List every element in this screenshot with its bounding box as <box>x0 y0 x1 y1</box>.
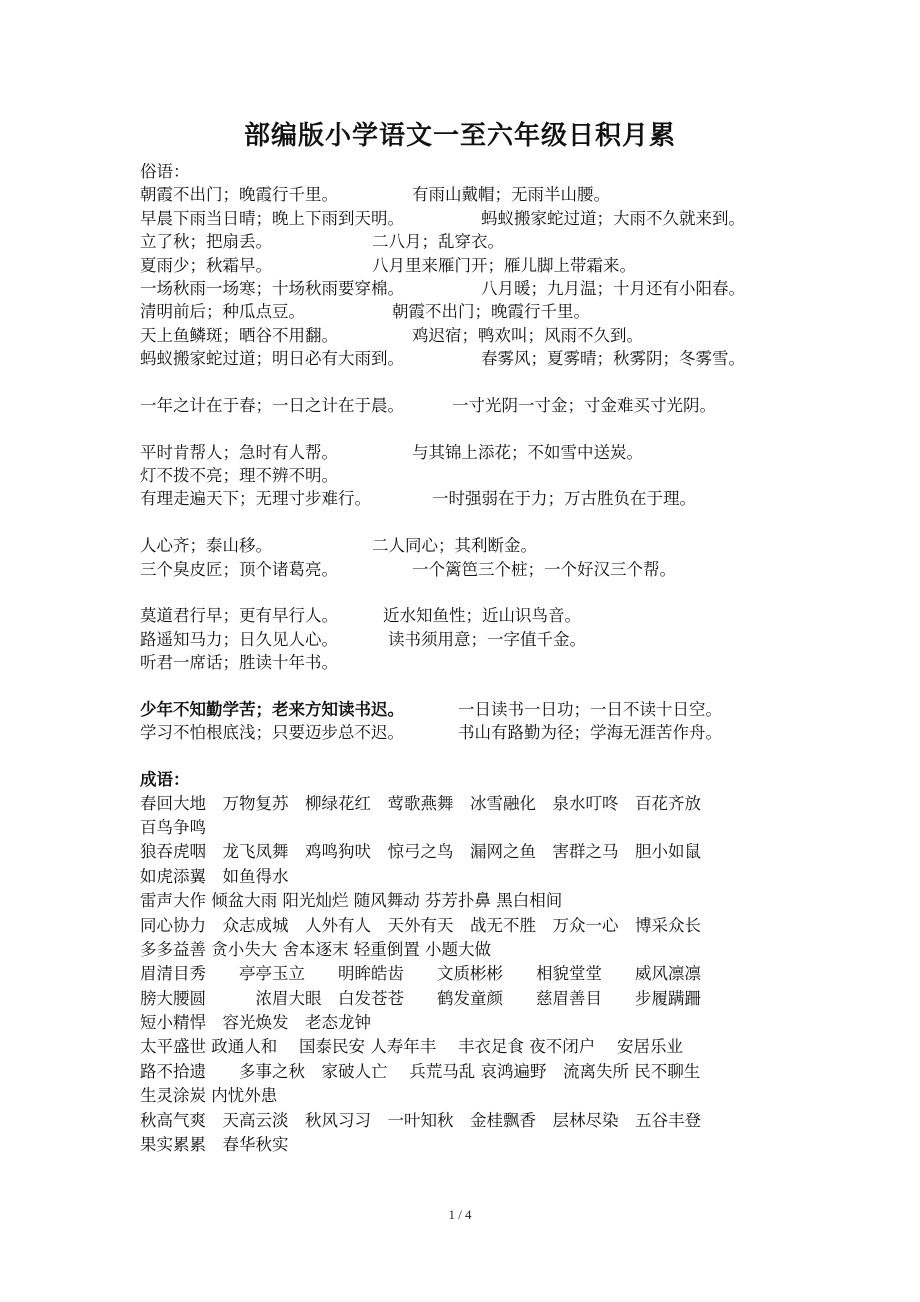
idiom-line: 多多益善 贪小失大 舍本逐末 轻重倒置 小题大做 <box>140 939 491 959</box>
idiom-line: 短小精悍 容光焕发 老态龙钟 <box>140 1013 371 1033</box>
proverb-right: 二人同心；其利断金。 <box>372 536 537 556</box>
proverb-right: 八月暖；九月温；十月还有小阳春。 <box>481 278 745 298</box>
proverb-line <box>140 254 800 277</box>
blank-line <box>140 417 800 440</box>
proverb-line <box>140 604 800 627</box>
proverb-left: 听君一席话；胜读十年书。 <box>140 653 338 673</box>
proverb-line <box>140 183 800 206</box>
proverb-right: 二八月；乱穿衣。 <box>372 232 504 252</box>
proverb-right: 近水知鱼性；近山识鸟音。 <box>383 606 581 626</box>
idiom-line: 眉清目秀 亭亭玉立 明眸皓齿 文质彬彬 相貌堂堂 威风凛凛 <box>140 964 701 984</box>
document-title: 部编版小学语文一至六年级日积月累 <box>243 121 676 151</box>
proverb-right: 读书须用意；一字值千金。 <box>388 629 586 649</box>
document-body <box>140 160 800 1157</box>
idiom-line: 膀大腰圆 浓眉大眼 白发苍苍 鹤发童颜 慈眉善目 步履蹒跚 <box>140 988 701 1008</box>
proverb-line <box>140 207 800 230</box>
proverb-right: 蚂蚁搬家蛇过道；大雨不久就来到。 <box>481 208 745 228</box>
proverb-left: 一场秋雨一场寒；十场秋雨要穿棉。 <box>140 278 404 298</box>
proverb-right: 八月里来雁门开；雁儿脚上带霜来。 <box>372 255 636 275</box>
blank-line <box>140 675 800 698</box>
section-heading-proverbs: 俗语： <box>140 162 190 181</box>
proverb-right: 一个篱笆三个桩；一个好汉三个帮。 <box>412 559 676 579</box>
proverb-right: 书山有路勤为径；学海无涯苦作舟。 <box>458 723 722 743</box>
proverb-line <box>140 534 800 557</box>
proverb-line <box>140 721 800 744</box>
proverb-line <box>140 300 800 323</box>
proverb-right: 一日读书一日功；一日不读十日空。 <box>458 699 722 719</box>
idiom-line: 太平盛世 政通人和 国泰民安 人寿年丰 丰衣足食 夜不闭户 安居乐业 <box>140 1037 683 1057</box>
proverb-right: 有雨山戴帽；无雨半山腰。 <box>412 185 610 205</box>
proverb-line <box>140 558 800 581</box>
proverb-right: 春雾风；夏雾晴；秋雾阴；冬雾雪。 <box>481 349 745 369</box>
proverb-line <box>140 230 800 253</box>
proverb-left: 灯不拨不亮；理不辨不明。 <box>140 466 338 486</box>
proverb-left: 夏雨少；秋霜早。 <box>140 255 272 275</box>
proverb-left: 立了秋；把扇丢。 <box>140 232 272 252</box>
proverb-left: 平时肯帮人；急时有人帮。 <box>140 442 338 462</box>
section-heading-idioms: 成语： <box>140 770 190 790</box>
blank-line <box>140 371 800 394</box>
idiom-line: 雷声大作 倾盆大雨 阳光灿烂 随风舞动 芬芳扑鼻 黑白相间 <box>140 891 563 911</box>
proverb-line <box>140 698 800 721</box>
proverb-right: 一寸光阴一寸金；寸金难买寸光阴。 <box>452 395 716 415</box>
proverb-line <box>140 347 800 370</box>
idiom-list <box>140 792 800 1158</box>
proverb-line <box>140 628 800 651</box>
proverb-line <box>140 441 800 464</box>
proverb-line <box>140 487 800 510</box>
blank-line <box>140 581 800 604</box>
proverb-left: 早晨下雨当日晴；晚上下雨到天明。 <box>140 208 404 228</box>
proverb-left: 清明前后；种瓜点豆。 <box>140 302 305 322</box>
idiom-line: 如虎添翼 如鱼得水 <box>140 866 289 886</box>
proverb-left: 路遥知马力；日久见人心。 <box>140 629 338 649</box>
proverb-line <box>140 324 800 347</box>
proverb-left: 三个臭皮匠；顶个诸葛亮。 <box>140 559 338 579</box>
proverb-left: 天上鱼鳞斑；晒谷不用翻。 <box>140 325 338 345</box>
proverb-left: 朝霞不出门；晚霞行千里。 <box>140 185 338 205</box>
proverb-left: 有理走遍天下；无理寸步难行。 <box>140 489 371 509</box>
proverb-right: 朝霞不出门；晚霞行千里。 <box>392 302 590 322</box>
idiom-line: 狼吞虎咽 龙飞凤舞 鸡鸣狗吠 惊弓之鸟 漏网之鱼 害群之马 胆小如鼠 <box>140 842 701 862</box>
proverb-left: 莫道君行早；更有早行人。 <box>140 606 338 626</box>
proverb-list <box>140 183 800 768</box>
proverb-right: 鸡迟宿；鸭欢叫；风雨不久到。 <box>412 325 643 345</box>
proverb-right: 与其锦上添花；不如雪中送炭。 <box>412 442 643 462</box>
proverb-left: 蚂蚁搬家蛇过道；明日必有大雨到。 <box>140 349 404 369</box>
idiom-line: 生灵涂炭 内忧外患 <box>140 1086 278 1106</box>
idiom-line: 路不拾遗 多事之秋 家破人亡 兵荒马乱 哀鸿遍野 流离失所 民不聊生 <box>140 1061 701 1081</box>
proverb-line <box>140 394 800 417</box>
proverb-left: 人心齐；泰山移。 <box>140 536 272 556</box>
idiom-line: 果实累累 春华秋实 <box>140 1135 289 1155</box>
proverb-left: 少年不知勤学苦；老来方知读书迟。 <box>140 699 404 719</box>
blank-line <box>140 511 800 534</box>
idiom-line: 同心协力 众志成城 人外有人 天外有天 战无不胜 万众一心 博采众长 <box>140 915 701 935</box>
idiom-line: 春回大地 万物复苏 柳绿花红 莺歌燕舞 冰雪融化 泉水叮咚 百花齐放 <box>140 793 701 813</box>
proverb-line <box>140 651 800 674</box>
proverb-line <box>140 464 800 487</box>
proverb-line <box>140 277 800 300</box>
idiom-line: 秋高气爽 天高云淡 秋风习习 一叶知秋 金桂飘香 层林尽染 五谷丰登 <box>140 1110 701 1130</box>
proverb-left: 一年之计在于春；一日之计在于晨。 <box>140 395 404 415</box>
blank-line <box>140 745 800 768</box>
idiom-line: 百鸟争鸣 <box>140 817 206 837</box>
proverb-left: 学习不怕根底浅；只要迈步总不迟。 <box>140 723 404 743</box>
page-number: 1 / 4 <box>448 1207 472 1222</box>
proverb-right: 一时强弱在于力；万古胜负在于理。 <box>432 489 696 509</box>
